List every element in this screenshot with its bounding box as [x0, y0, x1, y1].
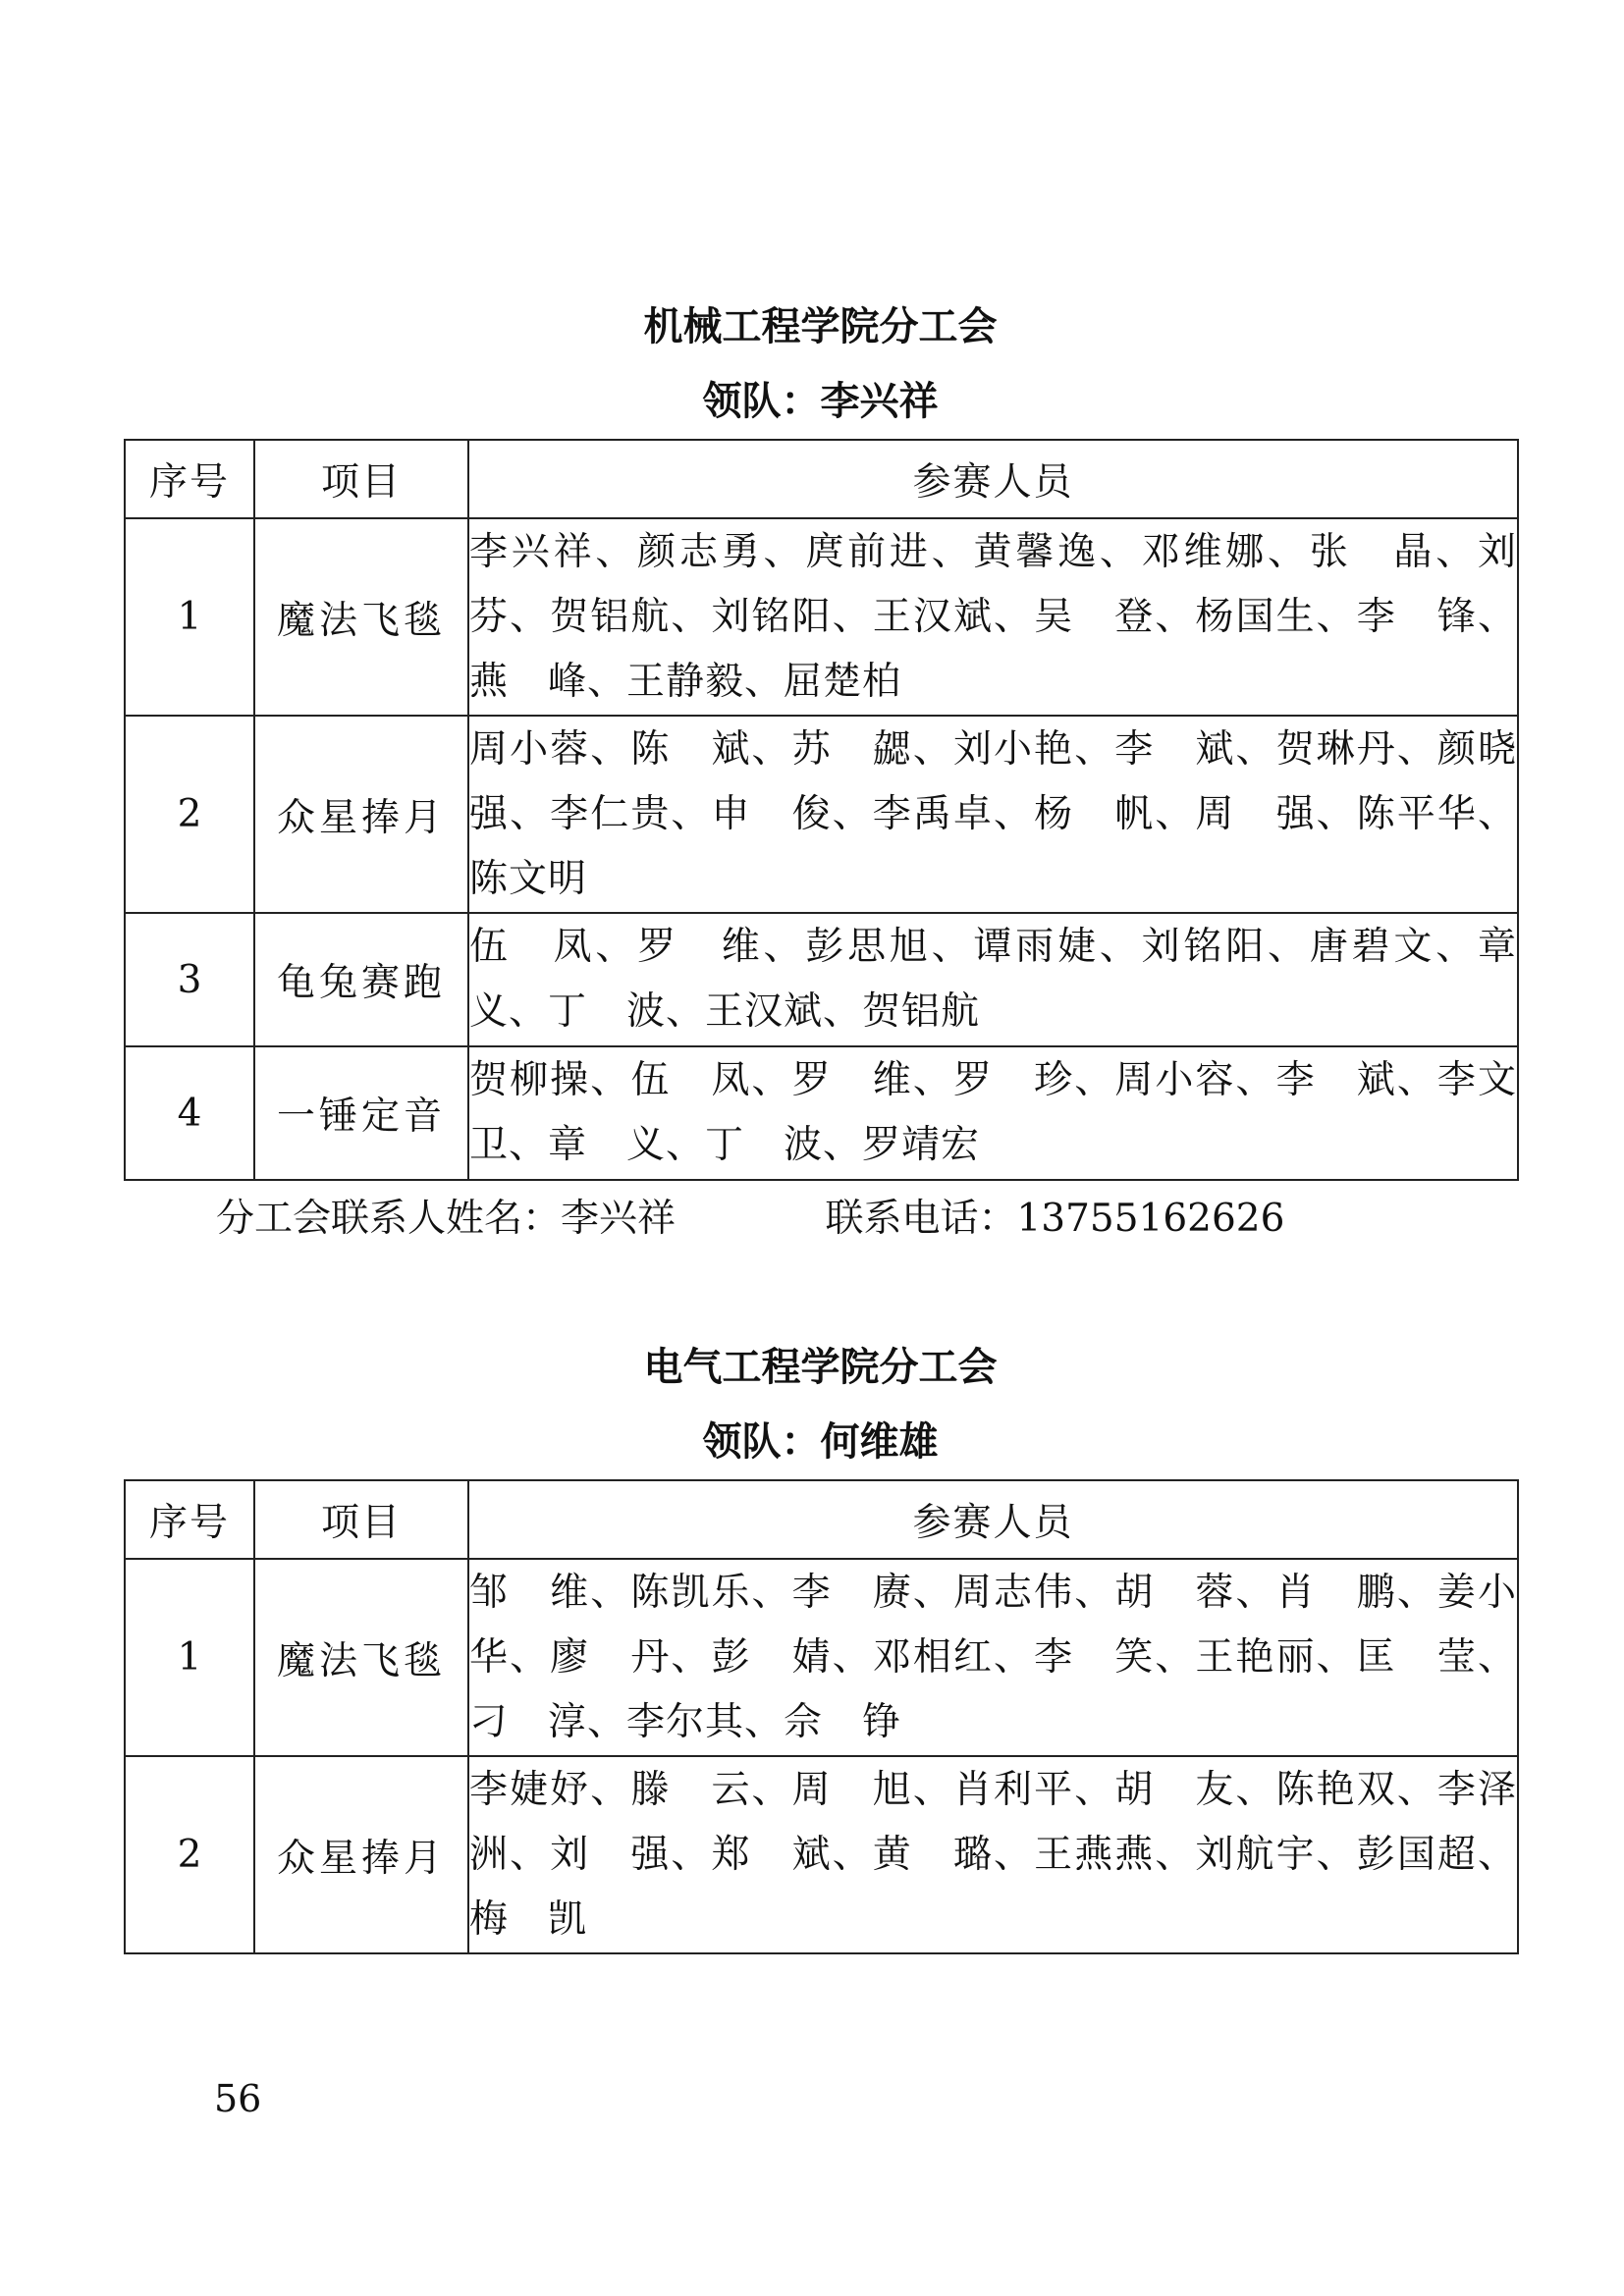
contact-phone-label: 联系电话：	[825, 1197, 1017, 1241]
row-project: 龟兔赛跑	[254, 913, 468, 1046]
header-row	[125, 440, 1518, 518]
header-no: 序号	[125, 1480, 254, 1559]
row-people: 李婕妤、滕 云、周 旭、肖利平、胡 友、陈艳双、李泽洲、刘 强、郑 斌、黄 璐、王燕燕、刘航宇、彭国超、梅 凯	[468, 1756, 1518, 1953]
page-number: 56	[214, 2077, 262, 2120]
row-people: 伍 凤、罗 维、彭思旭、谭雨婕、刘铭阳、唐碧文、章 义、丁 波、王汉斌、贺铝航	[468, 913, 1518, 1046]
section-mechanical	[124, 290, 1557, 1181]
leader-line	[124, 1405, 1517, 1479]
unit-title: 电气工程学院分工会	[643, 1344, 998, 1390]
unit-title: 机械工程学院分工会	[643, 303, 998, 349]
contact-phone-block	[825, 1197, 1284, 1241]
row-project: 众星捧月	[254, 716, 468, 913]
header-no: 序号	[125, 440, 254, 518]
table-row	[125, 1756, 1518, 1953]
leader-name: 李兴祥	[820, 378, 939, 424]
row-no: 2	[125, 716, 254, 913]
leader-label: 领队：	[702, 378, 821, 424]
row-people: 贺柳操、伍 凤、罗 维、罗 珍、周小容、李 斌、李文卫、章 义、丁 波、罗靖宏	[468, 1046, 1518, 1180]
table-row	[125, 518, 1518, 716]
table-row	[125, 1046, 1518, 1180]
header-project: 项目	[254, 1480, 468, 1559]
leader-label: 领队：	[702, 1418, 821, 1465]
header-row	[125, 1480, 1518, 1559]
row-project: 魔法飞毯	[254, 1559, 468, 1756]
contact-phone: 13755162626	[1016, 1197, 1285, 1241]
contact-name-label: 分工会联系人姓名：	[216, 1197, 562, 1241]
row-people: 邹 维、陈凯乐、李 赓、周志伟、胡 蓉、肖 鹏、姜小华、廖 丹、彭 婧、邓相红、李 笑、王艳丽、匡 莹、刁 淳、李尔其、佘 铮	[468, 1559, 1518, 1756]
header-project: 项目	[254, 440, 468, 518]
row-no: 1	[125, 1559, 254, 1756]
row-no: 3	[125, 913, 254, 1046]
roster-table	[124, 1479, 1519, 1954]
row-project: 魔法飞毯	[254, 518, 468, 716]
contact-name: 李兴祥	[561, 1197, 677, 1241]
row-people: 周小蓉、陈 斌、苏 勰、刘小艳、李 斌、贺琳丹、颜晓强、李仁贵、申 俊、李禹卓、杨 帆、周 强、陈平华、陈文明	[468, 716, 1518, 913]
roster-table	[124, 439, 1557, 1181]
leader-name: 何维雄	[820, 1418, 939, 1465]
section-electrical	[124, 1330, 1517, 1954]
header-people: 参赛人员	[468, 440, 1518, 518]
row-people: 李兴祥、颜志勇、庹前进、黄馨逸、邓维娜、张 晶、刘 芬、贺铝航、刘铭阳、王汉斌、吴 登、杨国生、李 锋、燕 峰、王静毅、屈楚柏	[468, 518, 1518, 716]
leader-line	[124, 364, 1517, 439]
row-no: 2	[125, 1756, 254, 1953]
table-row	[125, 1559, 1518, 1756]
table-row	[125, 913, 1518, 1046]
row-project: 一锤定音	[254, 1046, 468, 1180]
table-row	[125, 716, 1518, 913]
row-no: 4	[125, 1046, 254, 1180]
header-people: 参赛人员	[468, 1480, 1518, 1559]
contact-line	[216, 1190, 1284, 1249]
row-project: 众星捧月	[254, 1756, 468, 1953]
row-no: 1	[125, 518, 254, 716]
